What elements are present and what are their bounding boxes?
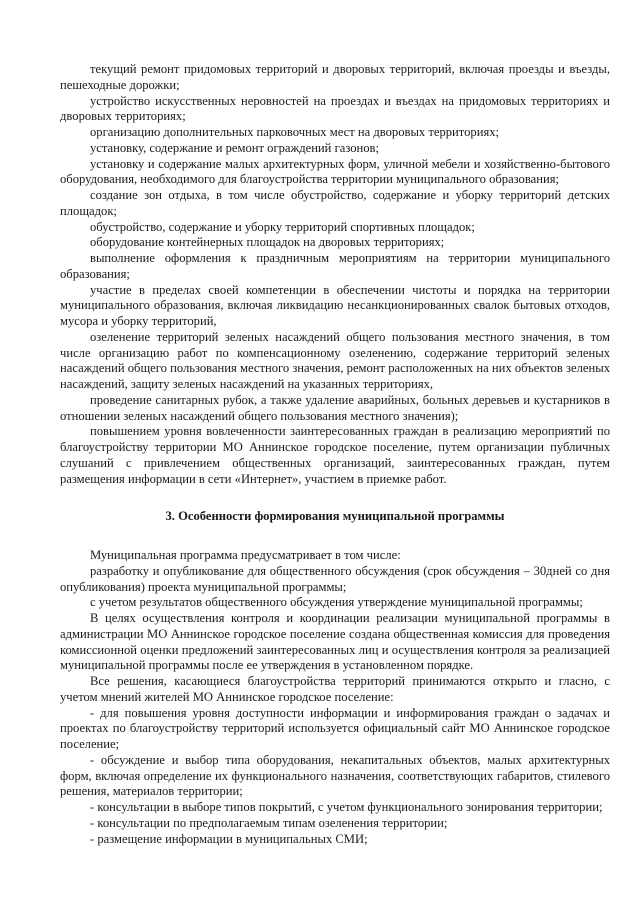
paragraph: организацию дополнительных парковочных мест на дворовых территориях; — [90, 125, 500, 139]
paragraph: обустройство, содержание и уборку территорий спортивных площадок; — [90, 219, 475, 234]
paragraph: - консультации в выборе типов покрытий, с учетом функционального зонирования территории; — [90, 800, 603, 814]
paragraph: выполнение оформления к праздничным мероприятиям на территории муниципального образования; — [60, 251, 610, 281]
paragraph: повышением уровня вовлеченности заинтересованных граждан в реализацию мероприятий по благоустройству территории МО Аннинское городское поселение, путем организации публичных слушаний с привлечением общественных организаций, заинтересованных граждан, путем размещения информации в сети «Интернет», участием в приемке работ. — [60, 424, 610, 486]
section-heading: 3. Особенности формирования муниципальной программы — [165, 509, 505, 524]
document-page — [60, 62, 610, 847]
paragraph: Все решения, касающиеся благоустройства территорий принимаются открыто и гласно, с учетом мнений жителей МО Аннинское городское поселение: — [60, 674, 610, 704]
paragraph: разработку и опубликование для общественного обсуждения (срок обсуждения – 30дней со дня опубликования) проекта муниципальной программы; — [60, 563, 610, 594]
paragraph: - консультации по предполагаемым типам озеленения территории; — [90, 815, 448, 830]
paragraph: оборудование контейнерных площадок на дворовых территориях; — [90, 235, 445, 250]
paragraph: участие в пределах своей компетенции в обеспечении чистоты и порядка на территории муниципального образования, включая ликвидацию несанкционированных свалок бытовых отходов, мусора и уборку территорий, — [60, 282, 610, 328]
paragraph: устройство искусственных неровностей на проездах и въездах на придомовых территориях и дворовых территориях; — [60, 93, 610, 124]
paragraph: проведение санитарных рубок, а также удаление аварийных, больных деревьев и кустарников в отношении зеленых насаждений общего пользования местного значения); — [60, 392, 610, 423]
paragraph: В целях осуществления контроля и координации реализации муниципальной программы в администрации МО Аннинское городское поселение создана общественная комиссия для проведения комиссионной оценки предложений заинтересованных лиц и осуществления контроля за реализацией муниципальной программы после ее утверждения в установленном порядке. — [60, 611, 610, 673]
paragraph: - обсуждение и выбор типа оборудования, некапитальных объектов, малых архитектурных форм, включая определение их функционального назначения, соответствующих габаритов, стилевого решения, материалов территории; — [60, 752, 610, 799]
paragraph: Муниципальная программа предусматривает в том числе: — [90, 548, 401, 562]
paragraph: установку, содержание и ремонт ограждений газонов; — [90, 140, 379, 155]
paragraph: - для повышения уровня доступности информации и информирования граждан о задачах и проектах по благоустройству территорий используется официальный сайт МО Аннинское городское поселение; — [60, 705, 610, 751]
paragraph: - размещение информации в муниципальных СМИ; — [90, 831, 368, 846]
paragraph: установку и содержание малых архитектурных форм, уличной мебели и хозяйственно-бытового оборудования, необходимого для благоустройства территории муниципального образования; — [60, 156, 610, 187]
paragraph: создание зон отдыха, в том числе обустройство, содержание и уборку территорий детских площадок; — [60, 188, 610, 218]
paragraph: с учетом результатов общественного обсуждения утверждение муниципальной программы; — [90, 595, 583, 610]
paragraph: озеленение территорий зеленых насаждений общего пользования местного значения, в том числе организацию работ по компенсационному озеленению, содержание территорий зеленых насаждений общего пользования местного значения, ремонт расположенных на них объектов зеленых насаждений, защиту зеленых насаждений на указанных территориях, — [60, 329, 610, 391]
paragraph: текущий ремонт придомовых территорий и дворовых территорий, включая проезды и въезды, пешеходные дорожки; — [60, 62, 610, 92]
